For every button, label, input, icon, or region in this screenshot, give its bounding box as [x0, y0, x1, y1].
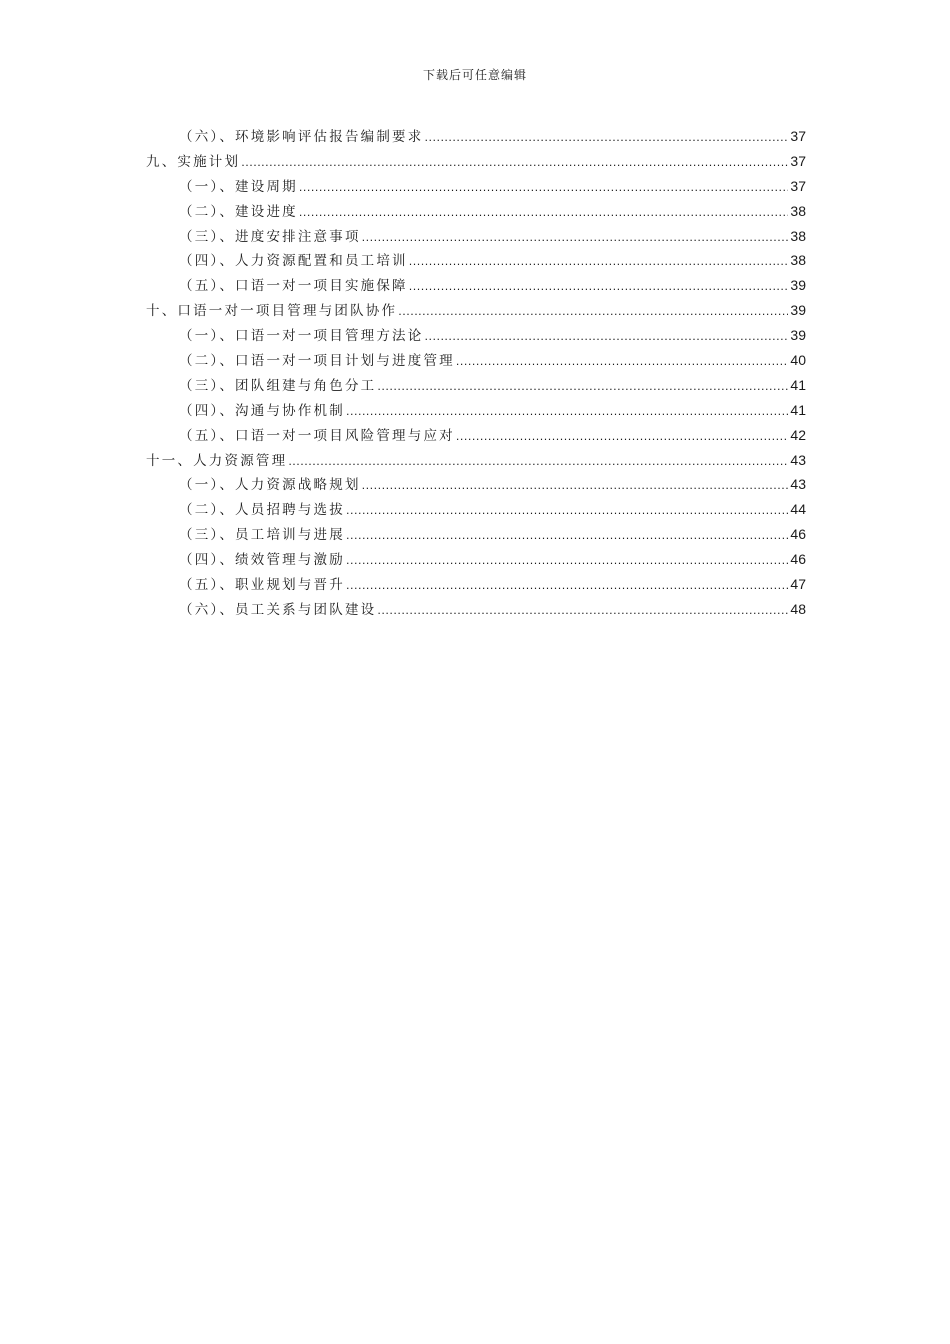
dot-leader: [346, 549, 788, 574]
toc-entry[interactable]: [146, 547, 806, 572]
toc-entry-label: （三）、进度安排注意事项: [179, 228, 361, 245]
toc-page-number: 39: [790, 302, 806, 319]
dot-leader: [424, 126, 788, 151]
toc-entry[interactable]: [146, 124, 806, 149]
dot-leader: [409, 275, 789, 300]
toc-entry[interactable]: [146, 448, 806, 473]
toc-page-number: 37: [790, 152, 806, 169]
toc-entry-label: （三）、员工培训与进展: [179, 527, 345, 544]
toc-entry[interactable]: [146, 273, 806, 298]
toc-entry-label: （一）、人力资源战略规划: [179, 477, 361, 494]
toc-page-number: 38: [790, 252, 806, 269]
toc-entry[interactable]: [146, 398, 806, 423]
toc-entry-label: （二）、口语一对一项目计划与进度管理: [179, 353, 455, 370]
toc-entry[interactable]: [146, 174, 806, 199]
toc-page-number: 43: [790, 451, 806, 468]
dot-leader: [241, 151, 788, 176]
toc-entry-label: （一）、口语一对一项目管理方法论: [179, 328, 424, 345]
toc-page-number: 46: [790, 526, 806, 543]
dot-leader: [346, 400, 788, 425]
toc-entry-label: （六）、环境影响评估报告编制要求: [179, 129, 424, 145]
toc-entry-label: 十、口语一对一项目管理与团队协作: [146, 303, 398, 320]
toc-entry-label: （二）、建设进度: [179, 203, 298, 220]
dot-leader: [346, 574, 788, 599]
toc-entry-label: （四）、绩效管理与激励: [179, 552, 345, 569]
dot-leader: [409, 250, 789, 275]
dot-leader: [456, 425, 789, 450]
dot-leader: [346, 499, 788, 524]
toc-entry-label: （五）、口语一对一项目实施保障: [179, 278, 408, 295]
toc-entry[interactable]: [146, 472, 806, 497]
toc-page-number: 48: [790, 600, 806, 617]
dot-leader: [377, 375, 788, 400]
toc-page-number: 46: [790, 551, 806, 568]
dot-leader: [288, 450, 788, 475]
toc-entry-label: （五）、口语一对一项目风险管理与应对: [179, 427, 455, 444]
dot-leader: [456, 350, 789, 375]
toc-entry-label: （四）、沟通与协作机制: [179, 402, 345, 419]
dot-leader: [377, 599, 788, 624]
toc-entry[interactable]: [146, 522, 806, 547]
toc-page-number: 37: [790, 177, 806, 194]
dot-leader: [346, 524, 788, 549]
toc-entry-label: （四）、人力资源配置和员工培训: [179, 253, 408, 270]
toc-entry[interactable]: [146, 298, 806, 323]
toc-entry[interactable]: [146, 248, 806, 273]
toc-entry[interactable]: [146, 149, 806, 174]
dot-leader: [299, 201, 789, 226]
dot-leader: [362, 226, 789, 251]
toc-entry[interactable]: [146, 572, 806, 597]
toc-entry-label: 十一、人力资源管理: [146, 452, 288, 469]
toc-entry-label: （五）、职业规划与晋升: [179, 577, 345, 594]
toc-entry[interactable]: [146, 224, 806, 249]
dot-leader: [398, 300, 788, 325]
dot-leader: [424, 325, 788, 350]
toc-entry[interactable]: [146, 323, 806, 348]
toc-page-number: 41: [790, 376, 806, 393]
toc-entry[interactable]: [146, 373, 806, 398]
toc-page-number: 44: [790, 501, 806, 518]
toc-entry[interactable]: [146, 597, 806, 622]
toc-page-number: 43: [790, 476, 806, 493]
toc-entry[interactable]: [146, 199, 806, 224]
toc-entry[interactable]: [146, 348, 806, 373]
toc-page-number: 47: [790, 576, 806, 593]
toc-page-number: 38: [790, 202, 806, 219]
toc-page-number: 42: [790, 426, 806, 443]
toc-page-number: 41: [790, 401, 806, 418]
table-of-contents: [146, 124, 806, 622]
toc-page-number: 39: [790, 277, 806, 294]
toc-page-number: 38: [790, 227, 806, 244]
toc-entry[interactable]: [146, 423, 806, 448]
dot-leader: [362, 474, 789, 499]
toc-entry-label: （六）、员工关系与团队建设: [179, 601, 377, 618]
toc-page-number: 40: [790, 352, 806, 369]
toc-entry-label: （一）、建设周期: [179, 178, 298, 195]
toc-entry[interactable]: [146, 497, 806, 522]
toc-entry-label: （三）、团队组建与角色分工: [179, 377, 377, 394]
dot-leader: [299, 176, 789, 201]
toc-entry-label: 九、实施计划: [146, 153, 241, 170]
toc-entry-label: （二）、人员招聘与选拔: [179, 502, 345, 519]
toc-page-number: 37: [790, 128, 806, 144]
page-header: 下载后可任意编辑: [422, 68, 527, 82]
toc-page-number: 39: [790, 327, 806, 344]
